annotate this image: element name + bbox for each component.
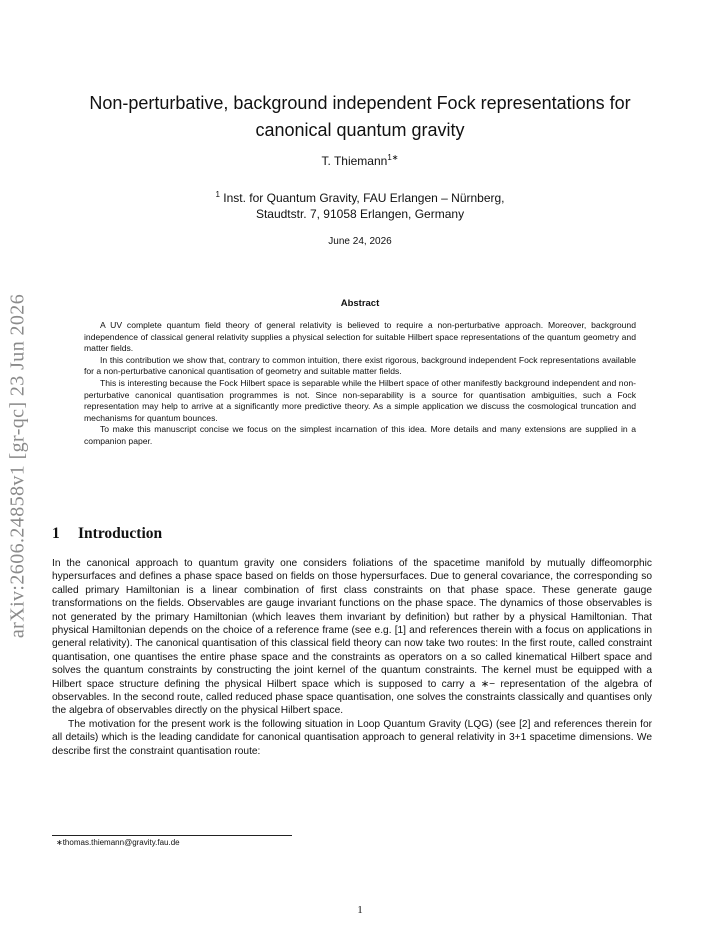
section-heading [52,525,162,543]
page-number: 1 [357,904,363,916]
author-line [60,154,660,168]
abstract-paragraph: To make this manuscript concise we focus on the simplest incarnation of this idea. More details and many extensions are supplied in a companion paper. [84,424,636,446]
title-line-1: Non-perturbative, background independent Fock representations for [89,93,631,113]
abstract-paragraph: In this contribution we show that, contrary to common intuition, there exist rigorous, background independent Fock representations available for a non-perturbative canonical quantisation of geometry and suitable matter fields. [84,354,636,377]
abstract-body [84,320,636,448]
footnote-rule [52,835,292,836]
paper-date: June 24, 2026 [328,236,392,247]
title-line-2: canonical quantum gravity [255,120,465,140]
paper-title [60,90,660,144]
author-name: T. Thiemann [321,154,388,168]
affiliation-mark: 1 [215,190,220,199]
section-number: 1 [52,525,60,542]
author-marks: 1∗ [387,153,399,162]
body-paragraph: The motivation for the present work is the following situation in Loop Quantum Gravity (LQG) (see [2] and references therein for all details) which is the leading candidate for canonical quantisation approach to general relativity in 3+1 spacetime dimensions. We describe first the constraint quantisation route: [52,718,652,757]
section-title: Introduction [78,525,163,542]
arxiv-watermark [0,0,36,932]
abstract-heading: Abstract [340,298,380,309]
abstract-paragraph: This is interesting because the Fock Hilbert space is separable while the Hilbert space of other manifestly background independent and non-perturbative canonical quantisation programmes is not. Since non-separability is a source for quantisation ambiguities, such a Fock representation may help to arrive at a significantly more predictive theory. As a simple application we discuss the cosmological truncation and mechanisms for quantum bounces. [84,377,636,423]
affiliation [60,190,660,222]
arxiv-identifier: arXiv:2606.24858v1 [gr-qc] 23 Jun 2026 [6,293,29,639]
footnote: ∗thomas.thiemann@gravity.fau.de [56,838,180,847]
introduction-body [52,557,652,758]
abstract-paragraph: A UV complete quantum field theory of general relativity is believed to require a non-perturbative approach. Moreover, background independence of classical general relativity supplies a physical selection for suitable Hilbert space representations of the quantum geometry and matter fields. [84,320,636,354]
body-paragraph: In the canonical approach to quantum gravity one considers foliations of the spacetime manifold by mutually diffeomorphic hypersurfaces and defines a phase space based on fields on those hypersurfaces. Due to general covariance, the corresponding so called primary Hamiltonian is a linear combination of first class constraints on that phase space. These generate gauge transformations on the fields. Observables are gauge invariant functions on the phase space. The dynamics of those observables is not generated by the primary Hamiltonian (which leaves them invariant by definition) but rather by a physical Hamiltonian. That physical Hamiltonian depends on the choice of a reference frame (see e.g. [1] and references therein with a focus on applications in general relativity). The canonical quantisation of this classical field theory can now take two routes: In the first route, called constraint quantisation, one quantises the entire phase space and the constraints as operators on a so called kinematical Hilbert space and solves the quantum constraints by constructing the joint kernel of the quantum constraints. The kernel must be equipped with a Hilbert space structure defining the physical Hilbert space which is supposed to carry a ∗− representation of the algebra of observables. In the second route, called reduced phase space quantisation, one solves the constraints classically and quantises only the algebra of observables directly on the physical Hilbert space. [52,558,652,717]
affiliation-line-1: Inst. for Quantum Gravity, FAU Erlangen – Nürnberg, [223,191,505,205]
affiliation-line-2: Staudtstr. 7, 91058 Erlangen, Germany [255,207,465,221]
